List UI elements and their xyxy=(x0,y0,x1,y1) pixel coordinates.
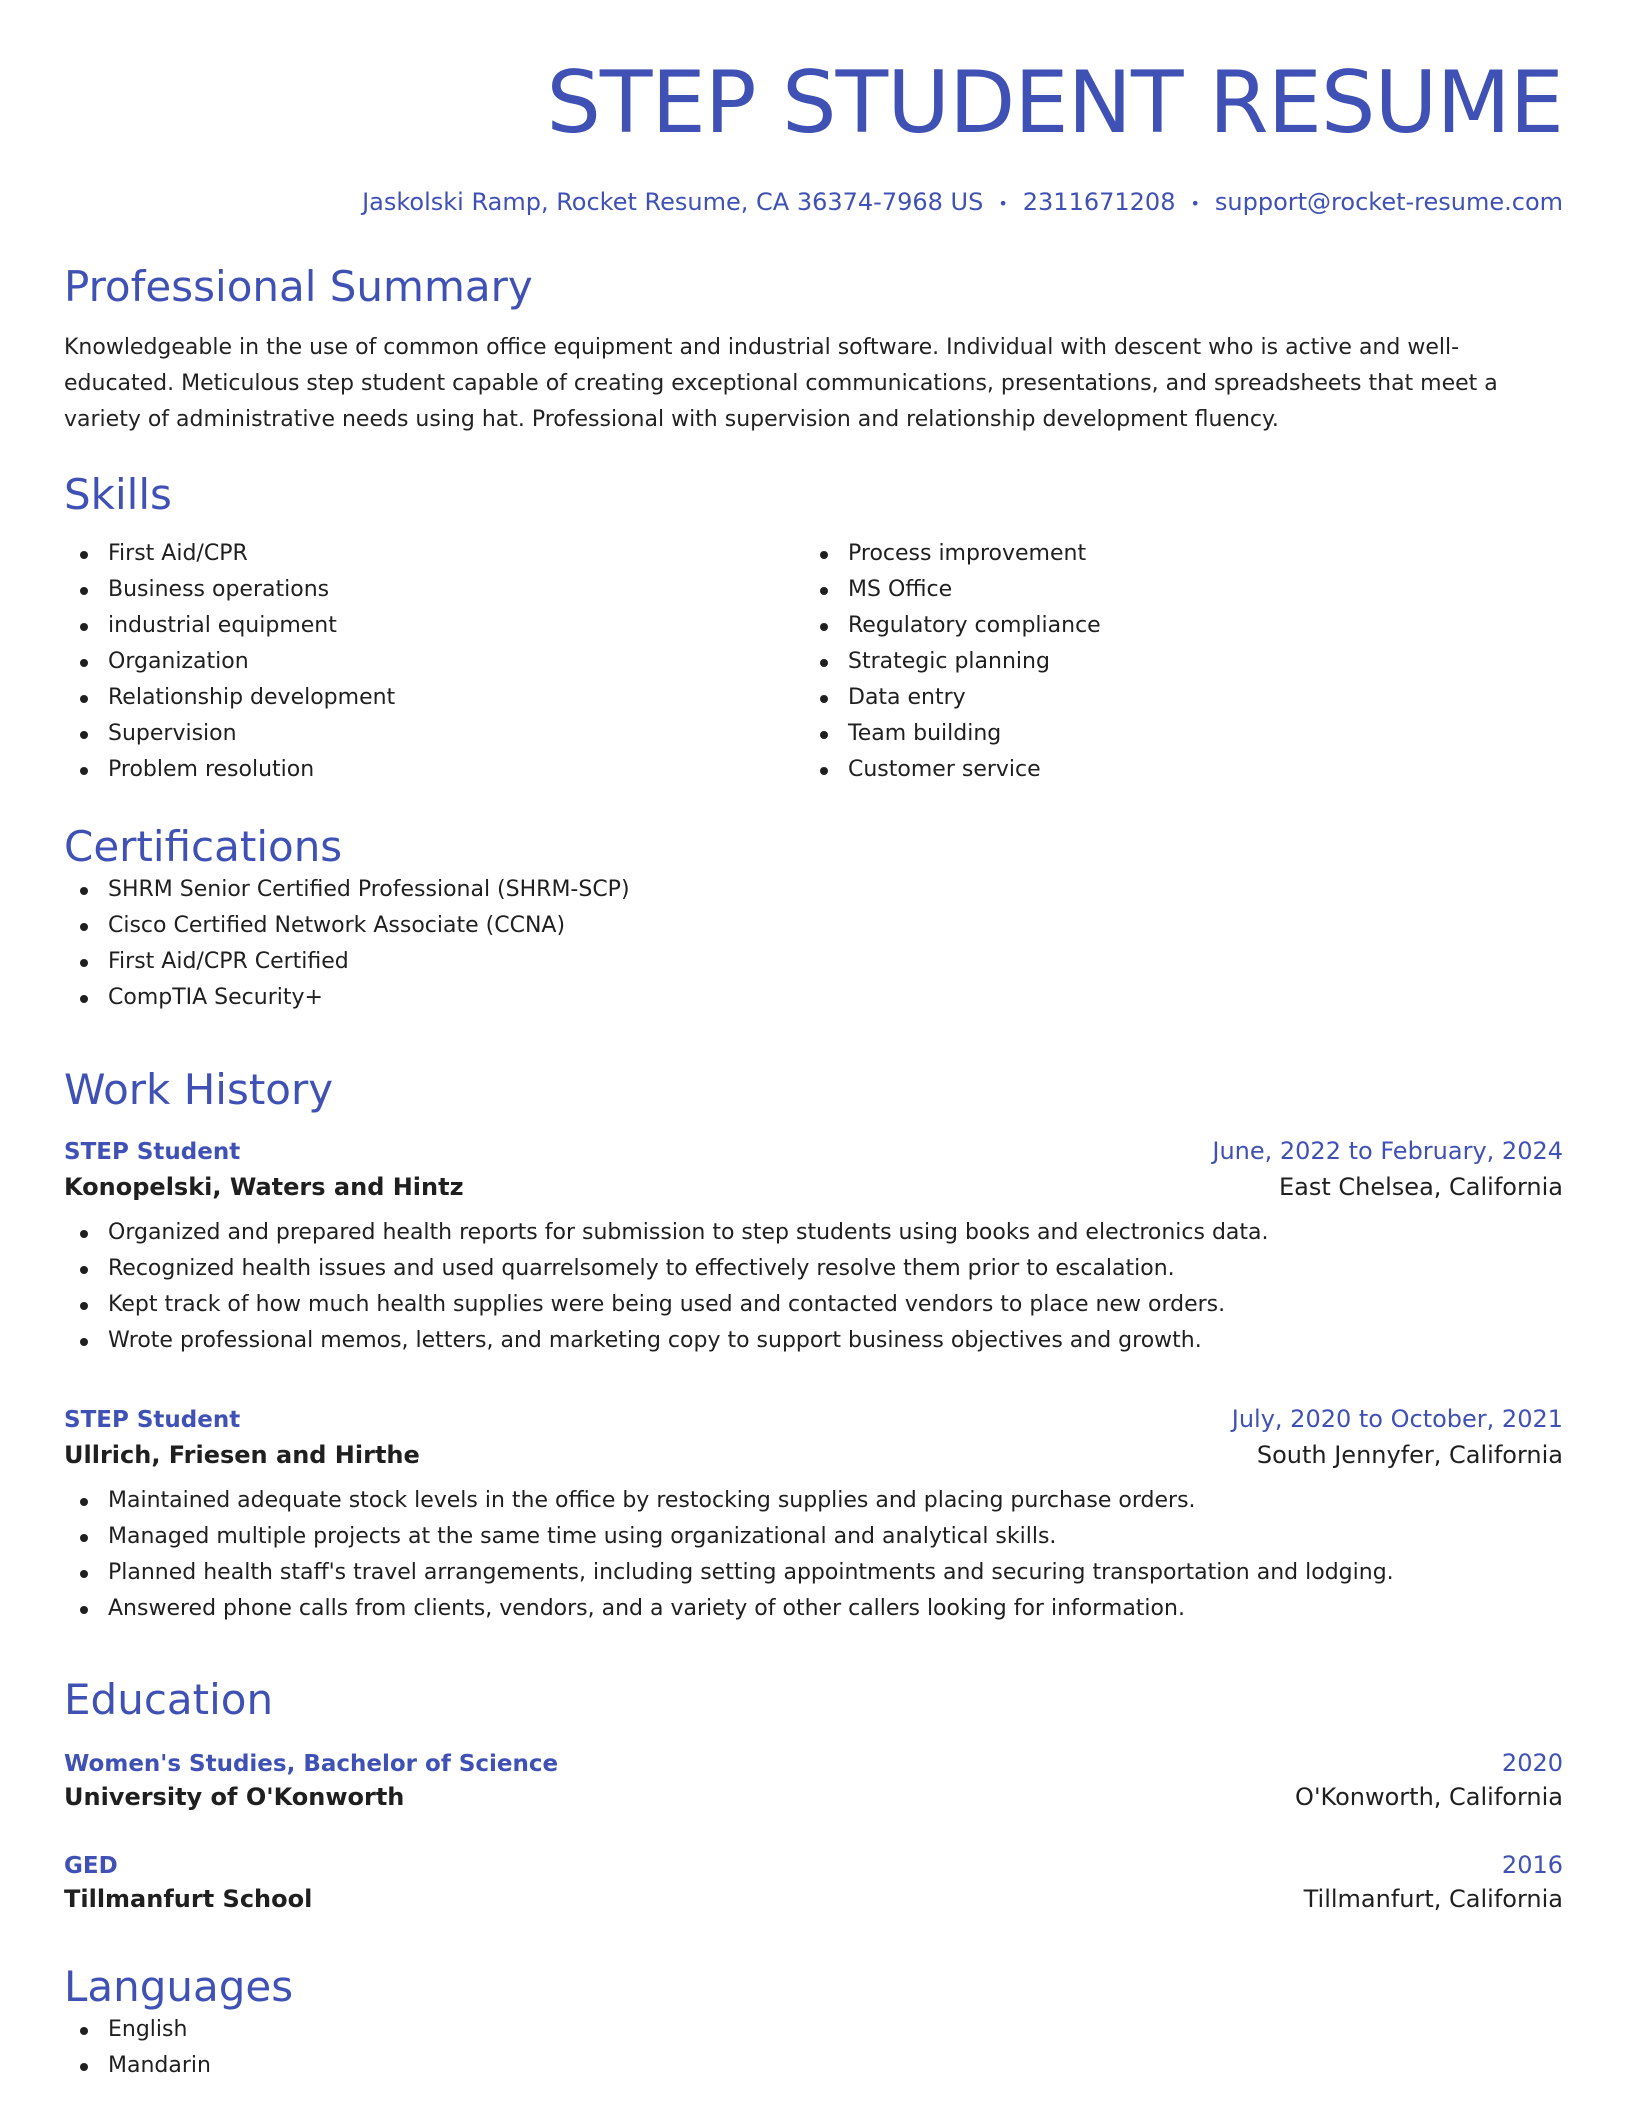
job-duty-item: Maintained adequate stock levels in the office by restocking supplies and placing purchase orders. xyxy=(64,1483,1563,1519)
certifications-section xyxy=(64,822,1563,1016)
work-entry-subheader xyxy=(64,1173,1563,1201)
skills-heading: Skills xyxy=(64,470,172,519)
education-entry xyxy=(64,1749,1563,1811)
certification-item: Cisco Certified Network Associate (CCNA) xyxy=(64,908,1563,944)
languages-section xyxy=(64,1962,1563,2084)
school-location: O'Konworth, California xyxy=(1295,1783,1563,1811)
languages-list xyxy=(64,2012,1563,2084)
job-duty-item: Managed multiple projects at the same time using organizational and analytical skills. xyxy=(64,1519,1563,1555)
skills-column-right xyxy=(804,536,1544,788)
job-duties-list xyxy=(64,1215,1563,1359)
education-entry-subheader xyxy=(64,1783,1563,1811)
work-entry xyxy=(64,1137,1563,1359)
work-entry-header xyxy=(64,1137,1563,1165)
work-entry-header xyxy=(64,1405,1563,1433)
skills-columns xyxy=(64,536,1563,788)
job-duty-item: Planned health staff's travel arrangements, including setting appointments and securing transportation and lodging. xyxy=(64,1555,1563,1591)
contact-email[interactable]: support@rocket-resume.com xyxy=(1214,188,1563,216)
certification-item: SHRM Senior Certified Professional (SHRM-SCP) xyxy=(64,872,1563,908)
job-duty-item: Wrote professional memos, letters, and marketing copy to support business objectives and growth. xyxy=(64,1323,1563,1359)
job-title: STEP Student xyxy=(64,1139,241,1165)
degree-name: Women's Studies, Bachelor of Science xyxy=(64,1751,559,1777)
job-duty-item: Kept track of how much health supplies were being used and contacted vendors to place new orders. xyxy=(64,1287,1563,1323)
education-section xyxy=(64,1675,1563,1913)
skills-section xyxy=(64,470,1563,788)
graduation-year: 2020 xyxy=(1501,1749,1563,1777)
skill-item: Customer service xyxy=(804,752,1544,788)
school-location: Tillmanfurt, California xyxy=(1303,1885,1563,1913)
language-item: Mandarin xyxy=(64,2048,1563,2084)
skill-item: Process improvement xyxy=(804,536,1544,572)
resume-title: STEP STUDENT RESUME xyxy=(546,53,1563,153)
skill-item: Team building xyxy=(804,716,1544,752)
skill-item: MS Office xyxy=(804,572,1544,608)
skill-item: Supervision xyxy=(64,716,804,752)
job-duties-list xyxy=(64,1483,1563,1627)
skills-list-left xyxy=(64,536,804,788)
work-entry xyxy=(64,1405,1563,1627)
education-entry-header xyxy=(64,1749,1563,1777)
skill-item: Problem resolution xyxy=(64,752,804,788)
work-entry-subheader xyxy=(64,1441,1563,1469)
education-entry-subheader xyxy=(64,1885,1563,1913)
school-name: University of O'Konworth xyxy=(64,1783,405,1811)
resume-page xyxy=(64,0,1563,2078)
skill-item: Organization xyxy=(64,644,804,680)
skills-list-right xyxy=(804,536,1544,788)
education-heading: Education xyxy=(64,1675,274,1724)
contact-address: Jaskolski Ramp, Rocket Resume, CA 36374-7968 US xyxy=(362,188,984,216)
company-name: Konopelski, Waters and Hintz xyxy=(64,1173,464,1201)
job-title: STEP Student xyxy=(64,1407,241,1433)
skill-item: Business operations xyxy=(64,572,804,608)
work-history-heading: Work History xyxy=(64,1065,334,1114)
skill-item: Relationship development xyxy=(64,680,804,716)
summary-heading: Professional Summary xyxy=(64,262,533,311)
education-entry xyxy=(64,1851,1563,1913)
certifications-heading: Certifications xyxy=(64,822,343,871)
job-duty-item: Answered phone calls from clients, vendors, and a variety of other callers looking for information. xyxy=(64,1591,1563,1627)
degree-name: GED xyxy=(64,1853,118,1879)
job-duty-item: Recognized health issues and used quarrelsomely to effectively resolve them prior to escalation. xyxy=(64,1251,1563,1287)
languages-heading: Languages xyxy=(64,1962,294,2011)
summary-section xyxy=(64,262,1563,438)
language-item: English xyxy=(64,2012,1563,2048)
certification-item: First Aid/CPR Certified xyxy=(64,944,1563,980)
skill-item: industrial equipment xyxy=(64,608,804,644)
company-name: Ullrich, Friesen and Hirthe xyxy=(64,1441,420,1469)
work-history-section xyxy=(64,1065,1563,1627)
skill-item: Regulatory compliance xyxy=(804,608,1544,644)
job-duty-item: Organized and prepared health reports for submission to step students using books and electronics data. xyxy=(64,1215,1563,1251)
skill-item: Data entry xyxy=(804,680,1544,716)
graduation-year: 2016 xyxy=(1501,1851,1563,1879)
certifications-list xyxy=(64,872,1563,1016)
job-dates: July, 2020 to October, 2021 xyxy=(1231,1405,1563,1433)
summary-text: Knowledgeable in the use of common office equipment and industrial software. Individual with descent who is active and well-educated. Meticulous step student capable of creating exceptional communications, presentations, and spreadsheets that meet a variety of administrative needs using hat. Professional with supervision and relationship development fluency. xyxy=(64,335,1498,432)
contact-phone[interactable]: 2311671208 xyxy=(1022,188,1176,216)
skill-item: Strategic planning xyxy=(804,644,1544,680)
job-location: South Jennyfer, California xyxy=(1256,1441,1563,1469)
school-name: Tillmanfurt School xyxy=(64,1885,313,1913)
certification-item: CompTIA Security+ xyxy=(64,980,1563,1016)
skill-item: First Aid/CPR xyxy=(64,536,804,572)
job-location: East Chelsea, California xyxy=(1278,1173,1563,1201)
job-dates: June, 2022 to February, 2024 xyxy=(1212,1137,1563,1165)
contact-separator: • xyxy=(998,193,1008,213)
education-entry-header xyxy=(64,1851,1563,1879)
contact-line xyxy=(64,188,1563,216)
skills-column-left xyxy=(64,536,804,788)
contact-separator: • xyxy=(1190,193,1200,213)
